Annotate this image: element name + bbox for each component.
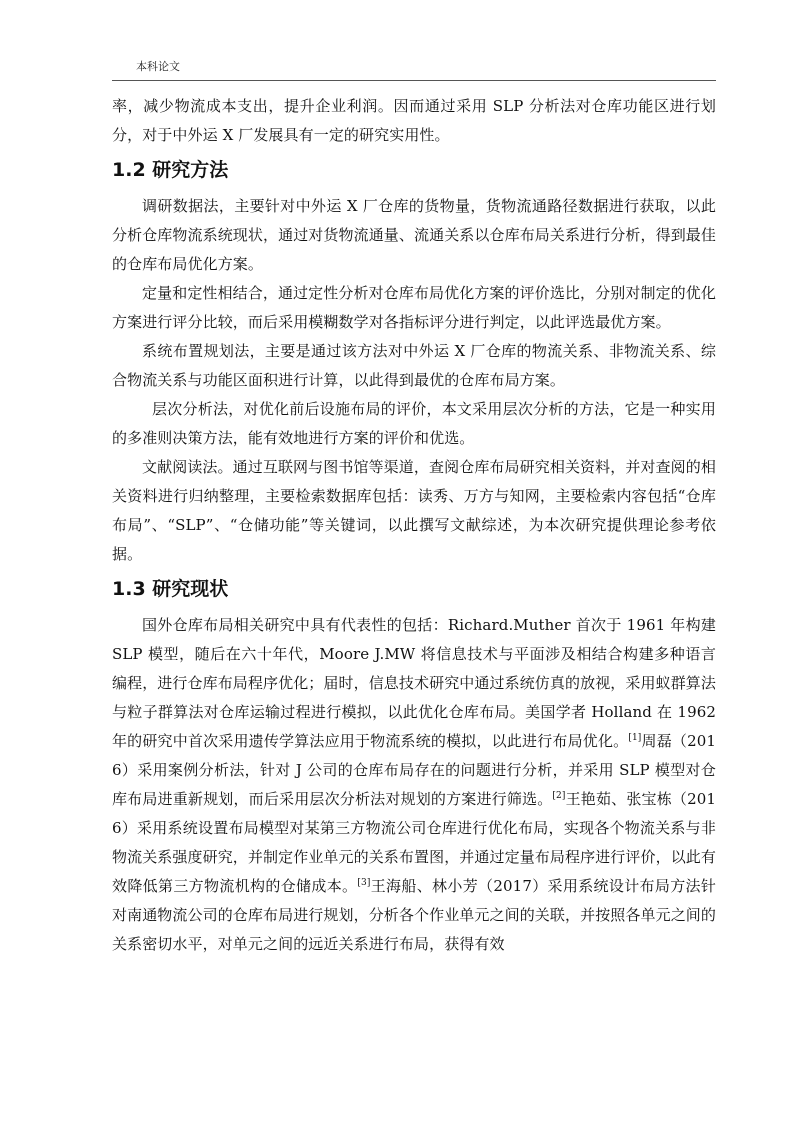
- citation-ref[interactable]: [2]: [552, 791, 566, 801]
- text-segment: 王海船、林小芳（2017）采用系统设计布局方法针对南通物流公司的仓库布局进行规划，分析各个作业单元之间的关联，并按照各单元之间的关系密切水平，对单元之间的远近关系进行布局，获得有效: [112, 877, 717, 953]
- section-heading-1-3: 1.3 研究现状: [112, 578, 229, 600]
- body-content: [112, 92, 716, 959]
- text-segment: 国外仓库布局相关研究中具有代表性的包括：Richard.Muther 首次于 1961 年构建 SLP 模型，随后在六十年代，Moore J.MW 将信息技术与平面涉及相结合构建多种语言编程，进行仓库布局程序优化；届时，信息技术研究中通过系统仿真的放视，采用蚁群算法与粒子群算法对仓库运输过程进行模拟，以此优化仓库布局。美国学者 Holland 在 1962 年的研究中首次采用遗传学算法应用于物流系统的模拟，以此进行布局优化。: [112, 616, 717, 750]
- text-segment: 周磊（2016）采用案例分析法，针对 J 公司的仓库布局存在的问题进行分析，并采用 SLP 模型对仓库布局进重新规划，而后采用层次分析法对规划的方案进行筛选。: [112, 732, 717, 808]
- text-segment: 王艳茹、张宝栋（2016）采用系统设置布局模型对某第三方物流公司仓库进行优化布局，实现各个物流关系与非物流关系强度研究，并制定作业单元的关系布置图，并通过定量布局程序进行评价，以此有效降低第三方物流机构的仓储成本。: [112, 790, 717, 895]
- section-heading-1-2: 1.2 研究方法: [112, 159, 229, 181]
- paragraph-literature-method: 文献阅读法。通过互联网与图书馆等渠道，查阅仓库布局研究相关资料，并对查阅的相关资料进行归纳整理，主要检索数据库包括：读秀、万方与知网，主要检索内容包括“仓库布局”、“SLP”、“仓储功能”等关键词，以此撰写文献综述，为本次研究提供理论参考依据。: [112, 458, 716, 563]
- paragraph-slp-method: 系统布置规划法，主要是通过该方法对中外运 X 厂仓库的物流关系、非物流关系、综合物流关系与功能区面积进行计算，以此得到最优的仓库布局方案。: [112, 342, 716, 389]
- paragraph-survey-method: 调研数据法，主要针对中外运 X 厂仓库的货物量，货物流通路径数据进行获取，以此分析仓库物流系统现状，通过对货物流通量、流通关系以仓库布局关系进行分析，得到最佳的仓库布局优化方案。: [112, 197, 717, 273]
- header-rule: [112, 80, 716, 81]
- paragraph-ahp-method: 层次分析法，对优化前后设施布局的评价，本文采用层次分析的方法，它是一种实用的多准则决策方法，能有效地进行方案的评价和优选。: [112, 400, 716, 447]
- paragraph-quant-qual: 定量和定性相结合，通过定性分析对仓库布局优化方案的评价选比，分别对制定的优化方案进行评分比较，而后采用模糊数学对各指标评分进行判定，以此评选最优方案。: [112, 284, 716, 331]
- intro-paragraph: 率，减少物流成本支出，提升企业利润。因而通过采用 SLP 分析法对仓库功能区进行划分，对于中外运 X 厂发展具有一定的研究实用性。: [112, 97, 716, 144]
- running-header: 本科论文: [136, 60, 180, 73]
- citation-ref[interactable]: [1]: [628, 733, 642, 743]
- paragraph-research-status: [112, 611, 716, 959]
- citation-ref[interactable]: [3]: [357, 878, 371, 888]
